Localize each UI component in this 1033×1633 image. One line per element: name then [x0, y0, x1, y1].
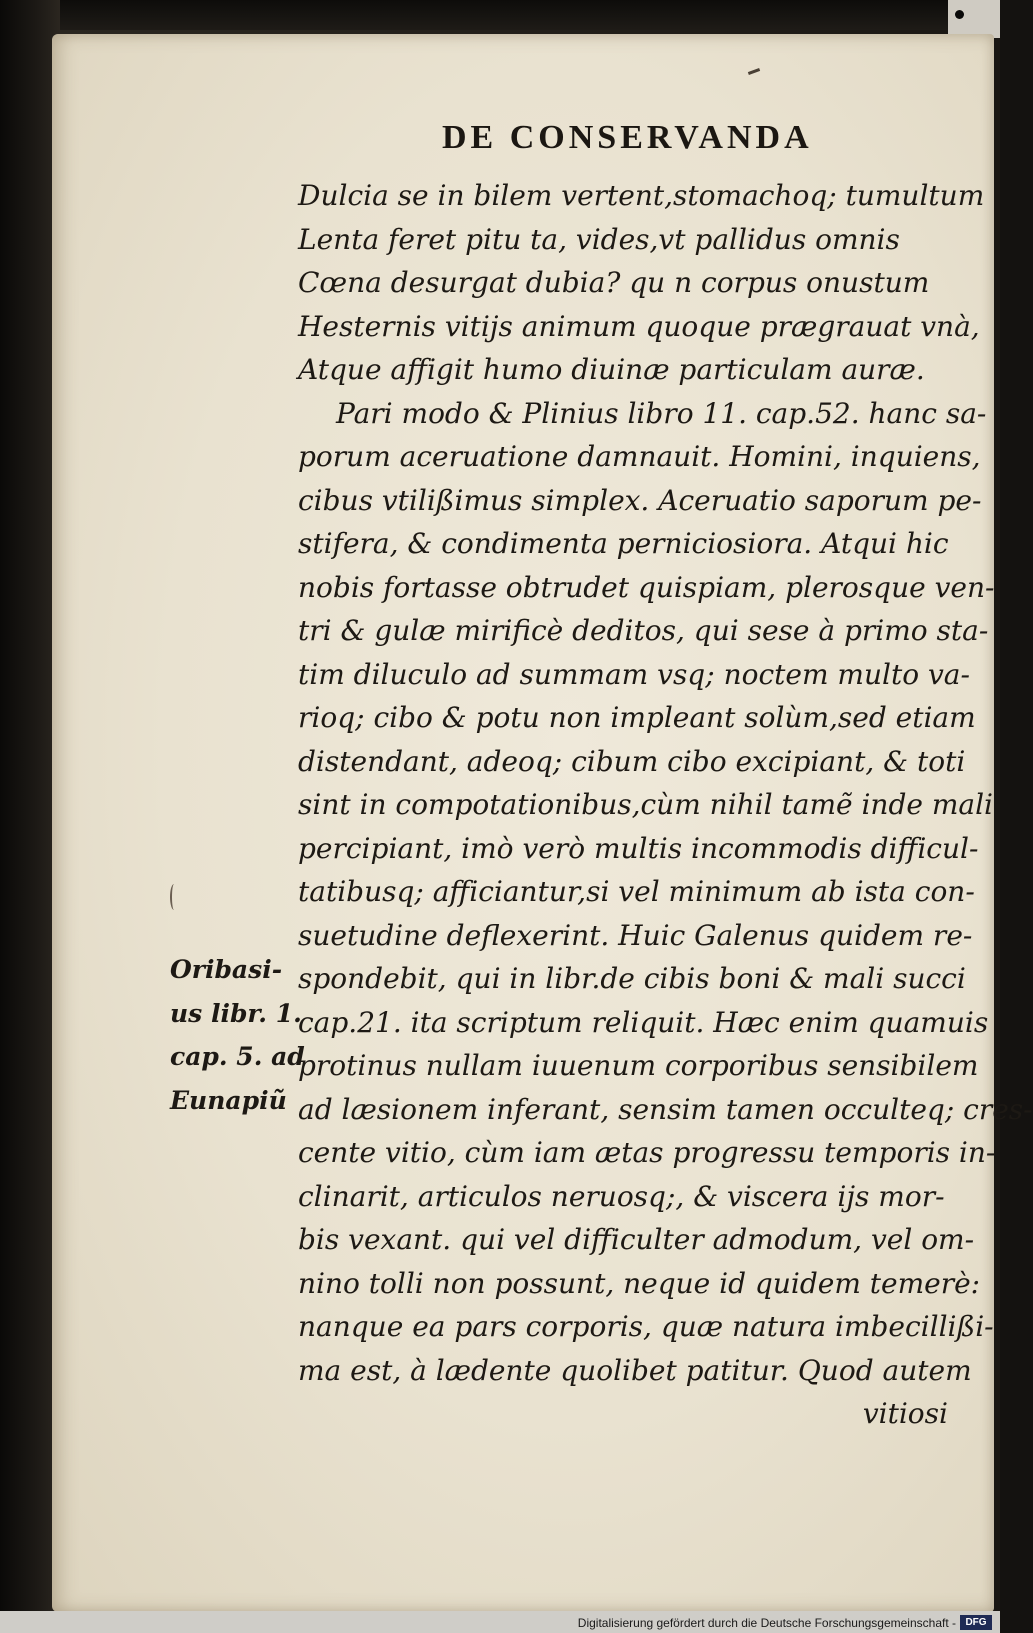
text-line: Hesternis vitijs animum quoque prægrauat vnà, [298, 309, 980, 343]
text-line: tri & gulæ mirificè deditos, qui sese à primo sta- [298, 614, 989, 647]
text-line: porum aceruatione damnauit. Homini, inquiens, [298, 440, 981, 473]
book-page [52, 34, 1033, 1612]
margin-note-line: cap. 5. ad [170, 1042, 305, 1071]
text-line: suetudine deflexerint. Huic Galenus quidem re- [298, 918, 973, 952]
text-line: ma est, à lædente quolibet patitur. Quod autem [298, 1353, 972, 1387]
text-line: cibus vtilißimus simplex. Aceruatio saporum pe- [298, 483, 982, 517]
running-head: DE CONSERVANDA [442, 119, 813, 156]
text-line: tatibusq; afficiantur,si vel minimum ab ista con- [298, 875, 975, 908]
text-line: sint in compotationibus,cùm nihil tamẽ inde mali [298, 788, 993, 821]
page-corner-clip [948, 0, 1000, 38]
text-line: nobis fortasse obtrudet quispiam, plerosque ven- [298, 570, 995, 604]
body-text [298, 174, 1033, 1436]
corner-dot-mark [955, 10, 964, 19]
text-line: spondebit, qui in libr.de cibis boni & mali succi [298, 962, 966, 995]
text-line: rioq; cibo & potu non impleant solùm,sed etiam [298, 701, 976, 734]
book-spine-edge [0, 0, 60, 1633]
text-line: nanque ea pars corporis, quæ natura imbecillißi- [298, 1310, 994, 1343]
text-line: nino tolli non possunt, neque id quidem temerè: [298, 1266, 981, 1300]
text-line: distendant, adeoq; cibum cibo excipiant, & toti [298, 744, 966, 778]
catchword: vitiosi [862, 1397, 948, 1430]
text-line: protinus nullam iuuenum corporibus sensibilem [298, 1049, 979, 1082]
text-line: percipiant, imò verò multis incommodis difficul- [298, 831, 979, 865]
margin-note-line: Oribasi- [170, 955, 283, 984]
margin-ink-mark [170, 884, 178, 910]
dfg-logo: DFG [960, 1615, 992, 1630]
marginal-note [170, 948, 305, 1122]
scan-top-border [0, 0, 1000, 30]
text-line: cente vitio, cùm iam ætas progressu temporis in- [298, 1136, 996, 1169]
footer-bar [0, 1611, 1000, 1633]
text-line: Lenta feret pitu ta, vides,vt pallidus omnis [298, 222, 900, 256]
text-line: bis vexant. qui vel difficulter admodum, vel om- [298, 1223, 975, 1256]
text-line: clinarit, articulos neruosq;, & viscera ijs mor- [298, 1179, 945, 1213]
text-line: Dulcia se in bilem vertent,stomachoq; tumultum [298, 179, 985, 212]
text-line: Atque affigit humo diuinæ particulam auræ. [298, 353, 925, 386]
margin-note-line: Eunapiũ [170, 1085, 287, 1115]
text-line: Pari modo & Plinius libro 11. cap.52. hanc sa- [336, 396, 987, 430]
text-line: cap.21. ita scriptum reliquit. Hæc enim quamuis [298, 1005, 989, 1039]
text-line: tim diluculo ad summam vsq; noctem multo va- [298, 657, 970, 691]
text-line: stifera, & condimenta perniciosiora. Atqui hic [298, 527, 949, 560]
text-line: ad læsionem inferant, sensim tamen occulteq; cres- [298, 1092, 1033, 1126]
funding-credit: Digitalisierung gefördert durch die Deutsche Forschungsgemeinschaft - [577, 1616, 956, 1630]
margin-note-line: us libr. 1. [170, 998, 302, 1028]
ink-mark [748, 68, 760, 75]
text-line: Cœna desurgat dubia? qu n corpus onustum [298, 266, 930, 299]
